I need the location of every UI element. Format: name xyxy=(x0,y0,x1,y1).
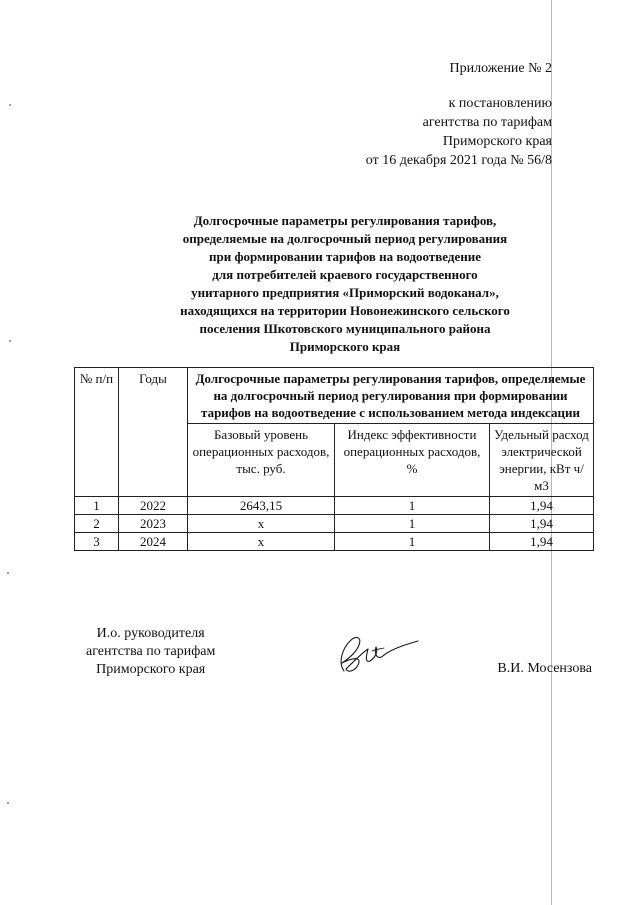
title-line: при формировании тарифов на водоотведение xyxy=(209,249,481,264)
title-line: для потребителей краевого государственного xyxy=(212,267,478,282)
cell-index: 1 xyxy=(335,497,490,515)
table-row xyxy=(75,497,594,515)
appendix-number: Приложение № 2 xyxy=(449,61,552,76)
document-title xyxy=(100,212,590,356)
cell-base: 2643,15 xyxy=(188,497,335,515)
cell-energy: 1,94 xyxy=(490,497,594,515)
cell-num: 3 xyxy=(75,533,119,551)
cell-base: х xyxy=(188,515,335,533)
header-year: Годы xyxy=(119,368,188,497)
cell-year: 2023 xyxy=(119,515,188,533)
cell-year: 2024 xyxy=(119,533,188,551)
decree-line: к постановлению xyxy=(448,96,552,111)
title-line: Приморского края xyxy=(289,339,401,354)
decree-line: от 16 декабря 2021 года № 56/8 xyxy=(365,153,552,168)
decree-reference xyxy=(366,94,552,170)
header-num: № п/п xyxy=(75,368,119,497)
title-line: поселения Шкотовского муниципального района xyxy=(199,321,491,336)
title-line: определяемые на долгосрочный период регулирования xyxy=(182,231,508,246)
decree-line: Приморского края xyxy=(442,134,552,149)
scan-speck xyxy=(9,340,11,342)
header-base-level: Базовый уровень операционных расходов, тыс. руб. xyxy=(188,424,335,497)
cell-base: х xyxy=(188,533,335,551)
table-row xyxy=(75,515,594,533)
parameters-table xyxy=(74,367,594,551)
header-energy-consumption: Удельный расход электрической энергии, кВт ч/м3 xyxy=(490,424,594,497)
cell-index: 1 xyxy=(335,533,490,551)
header-parameters: Долгосрочные параметры регулирования тарифов, определяемые на долгосрочный период регулирования при формировании тарифов на водоотведение с использованием метода индексации xyxy=(188,368,594,424)
scan-speck xyxy=(7,572,9,574)
scan-speck xyxy=(7,802,9,804)
title-line: находящихся на территории Новонежинского сельского xyxy=(180,303,510,318)
cell-energy: 1,94 xyxy=(490,533,594,551)
title-line: унитарного предприятия «Приморский водоканал», xyxy=(191,285,499,300)
cell-energy: 1,94 xyxy=(490,515,594,533)
position-line: И.о. руководителя xyxy=(96,626,205,641)
title-line: Долгосрочные параметры регулирования тарифов, xyxy=(193,213,497,228)
signatory-position xyxy=(86,625,215,679)
header-efficiency-index: Индекс эффективности операционных расходов, % xyxy=(335,424,490,497)
table-header-row xyxy=(75,368,594,424)
signatory-name: В.И. Мосензова xyxy=(497,661,592,676)
decree-line: агентства по тарифам xyxy=(422,115,552,130)
position-line: Приморского края xyxy=(96,662,206,677)
cell-num: 1 xyxy=(75,497,119,515)
table-row xyxy=(75,533,594,551)
position-line: агентства по тарифам xyxy=(86,644,216,659)
cell-year: 2022 xyxy=(119,497,188,515)
cell-num: 2 xyxy=(75,515,119,533)
handwritten-signature xyxy=(332,627,422,679)
cell-index: 1 xyxy=(335,515,490,533)
scan-speck xyxy=(9,104,11,106)
